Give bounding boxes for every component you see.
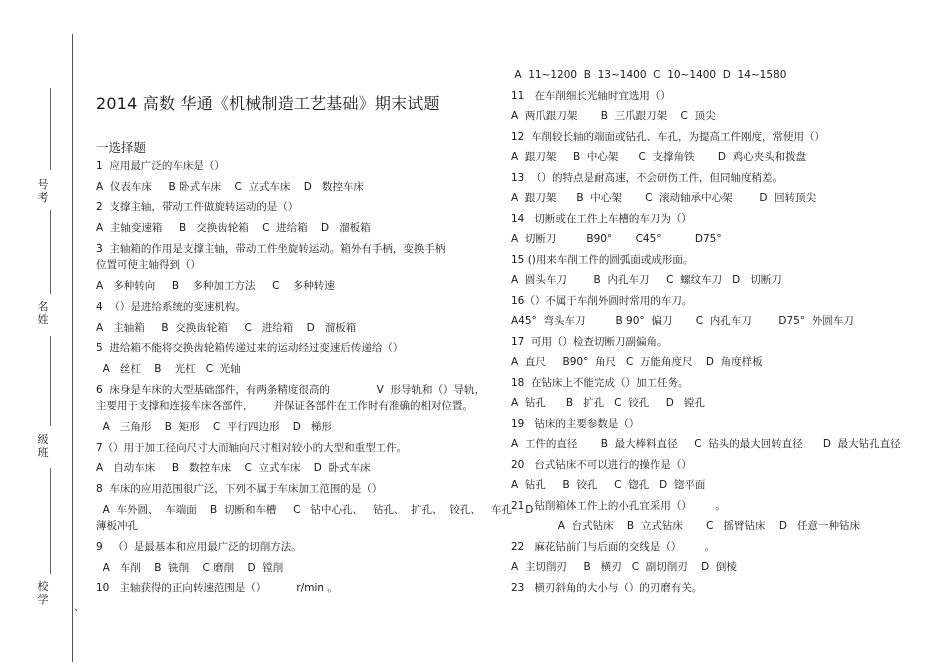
question-line: 18 在钻床上不能完成（）加工任务。 — [511, 376, 689, 389]
question-line: 15 ()用来车削工件的圆弧面或成形面。 — [511, 253, 694, 266]
question-line: A 车削 B 铣削 C 磨削 D 镗削 — [96, 561, 284, 574]
question-line: A 主切削刃 B 横刃 C 副切削刃 D 倒棱 — [511, 561, 737, 573]
question-line: 8 车床的应用范围很广泛，下列不属于车床加工范围的是（） — [96, 483, 383, 495]
question-line: 9 （）是最基本和应用最广泛的切削方法。 — [96, 541, 302, 554]
question-line: 4 （）是进给系统的变速机构。 — [96, 300, 246, 313]
question-line: A 11~1200 B 13~1400 C 10~1400 D 14~1580 — [511, 69, 787, 81]
question-line: 薄板冲孔 — [96, 520, 138, 533]
question-line: 6 床身是车床的大型基础部件，有两条精度很高的 V 形导轨和（）导轨， — [96, 383, 485, 396]
margin-tick: 、 — [74, 600, 85, 613]
question-line: 位置可使主轴得到（） — [96, 259, 201, 272]
question-line: A 钻孔 B 扩孔 C 铰孔 D 镗孔 — [511, 397, 705, 409]
margin-label: 号 考 — [37, 178, 49, 204]
question-line: A 仪表车床 B 卧式车床 C 立式车床 D 数控车床 — [96, 180, 364, 193]
question-line: A 主轴箱 B 交换齿轮箱 C 进给箱 D 溜板箱 — [96, 321, 357, 334]
question-line: A 车外圆、 车端面 B 切断和车槽 C 钻中心孔、 钻孔、 扩孔、 铰孔、 车孔 D — [96, 503, 534, 516]
section-heading: 一选择题 — [96, 140, 147, 155]
question-line: 2 支撑主轴，带动工件做旋转运动的是（） — [96, 201, 299, 214]
question-line: 14 切断或在工件上车槽的车刀为（） — [511, 212, 692, 225]
question-line: 13 （）的特点是耐高速，不会研伤工件，但同轴度稍差。 — [511, 171, 784, 184]
question-line: 21 钻削箱体工件上的小孔宜采用（） 。 — [511, 499, 726, 512]
question-line: A 跟刀架 B 中心架 C 滚动轴承中心架 D 回转顶尖 — [511, 192, 817, 204]
question-line: 主要用于支撑和连接车床各部件， 并保证各部件在工作时有准确的相对位置。 — [96, 400, 474, 413]
margin-rule-1 — [50, 88, 51, 170]
question-line: A45° 弯头车刀 B 90° 偏刀 C 内孔车刀 D75° 外圆车刀 — [511, 315, 854, 327]
margin-label: 名 姓 — [37, 300, 49, 326]
margin-rule-4 — [50, 468, 51, 574]
question-line: 11 在车削细长光轴时宜选用（） — [511, 89, 671, 102]
question-line: A 丝杠 B 光杠 C 光轴 — [96, 362, 241, 375]
margin-rule-3 — [50, 336, 51, 426]
right-column — [511, 69, 931, 595]
question-line: 23 横刃斜角的大小与（）的刃磨有关。 — [511, 581, 703, 594]
question-line: A 跟刀架 B 中心架 C 支撑角铁 D 鸡心夹头和拨盘 — [511, 151, 807, 163]
question-line: A 圆头车刀 B 内孔车刀 C 螺纹车刀 D 切断刀 — [511, 274, 782, 286]
question-line: 5 进给箱不能将交换齿轮箱传递过来的运动经过变速后传递给（） — [96, 342, 404, 355]
question-line: 16（）不属于车削外圆时常用的车刀。 — [511, 294, 693, 307]
question-line: A 台式钻床 B 立式钻床 C 摇臂钻床 D 任意一种钻床 — [511, 520, 860, 532]
question-line: 17 可用（）检查切断刀副偏角。 — [511, 335, 668, 348]
question-line: A 三角形 B 矩形 C 平行四边形 D 梯形 — [96, 420, 332, 433]
question-line: 10 主轴获得的正向转速范围是（） r/min 。 — [96, 582, 338, 595]
exam-title: 2014 高数 华通《机械制造工艺基础》期末试题 — [96, 94, 440, 113]
question-line: 3 主轴箱的作用是支撑主轴，带动工件坐旋转运动。箱外有手柄，变换手柄 — [96, 242, 446, 255]
question-line: 1 应用最广泛的车床是（） — [96, 160, 225, 172]
question-line: A 直尺 B90° 角尺 C 万能角度尺 D 角度样板 — [511, 356, 763, 368]
question-line: A 两爪跟刀架 B 三爪跟刀架 C 顶尖 — [511, 110, 716, 122]
question-line: A 多种转向 B 多种加工方法 C 多种转速 — [96, 280, 335, 293]
margin-label: 级 班 — [37, 433, 49, 459]
question-line: 19 钻床的主要参数是（） — [511, 417, 640, 430]
question-line: 7（）用于加工径向尺寸大而轴向尺寸相对较小的大型和重型工件。 — [96, 441, 408, 454]
question-line: 22 麻花钻前门与后面的交线是（） 。 — [511, 540, 716, 553]
question-line: A 工件的直径 B 最大棒料直径 C 钻头的最大回转直径 D 最大钻孔直径 — [511, 438, 901, 450]
left-column — [96, 160, 534, 595]
margin-label: 校 学 — [37, 580, 49, 606]
margin-rule-2 — [50, 210, 51, 294]
question-line: A 切断刀 B90° C45° D75° — [511, 233, 722, 245]
question-line: A 钻孔 B 铰孔 C 锪孔 D 锪平面 — [511, 479, 706, 491]
binding-vertical-rule — [72, 34, 73, 662]
question-line: A 自动车床 B 数控车床 C 立式车床 D 卧式车床 — [96, 462, 371, 475]
question-line: 20 台式钻床不可以进行的操作是（） — [511, 458, 692, 471]
question-line: 12 车削较长轴的端面或钻孔、车孔，为提高工件刚度，常使用（） — [511, 130, 826, 143]
question-line: A 主轴变速箱 B 交换齿轮箱 C 进给箱 D 溜板箱 — [96, 222, 371, 235]
